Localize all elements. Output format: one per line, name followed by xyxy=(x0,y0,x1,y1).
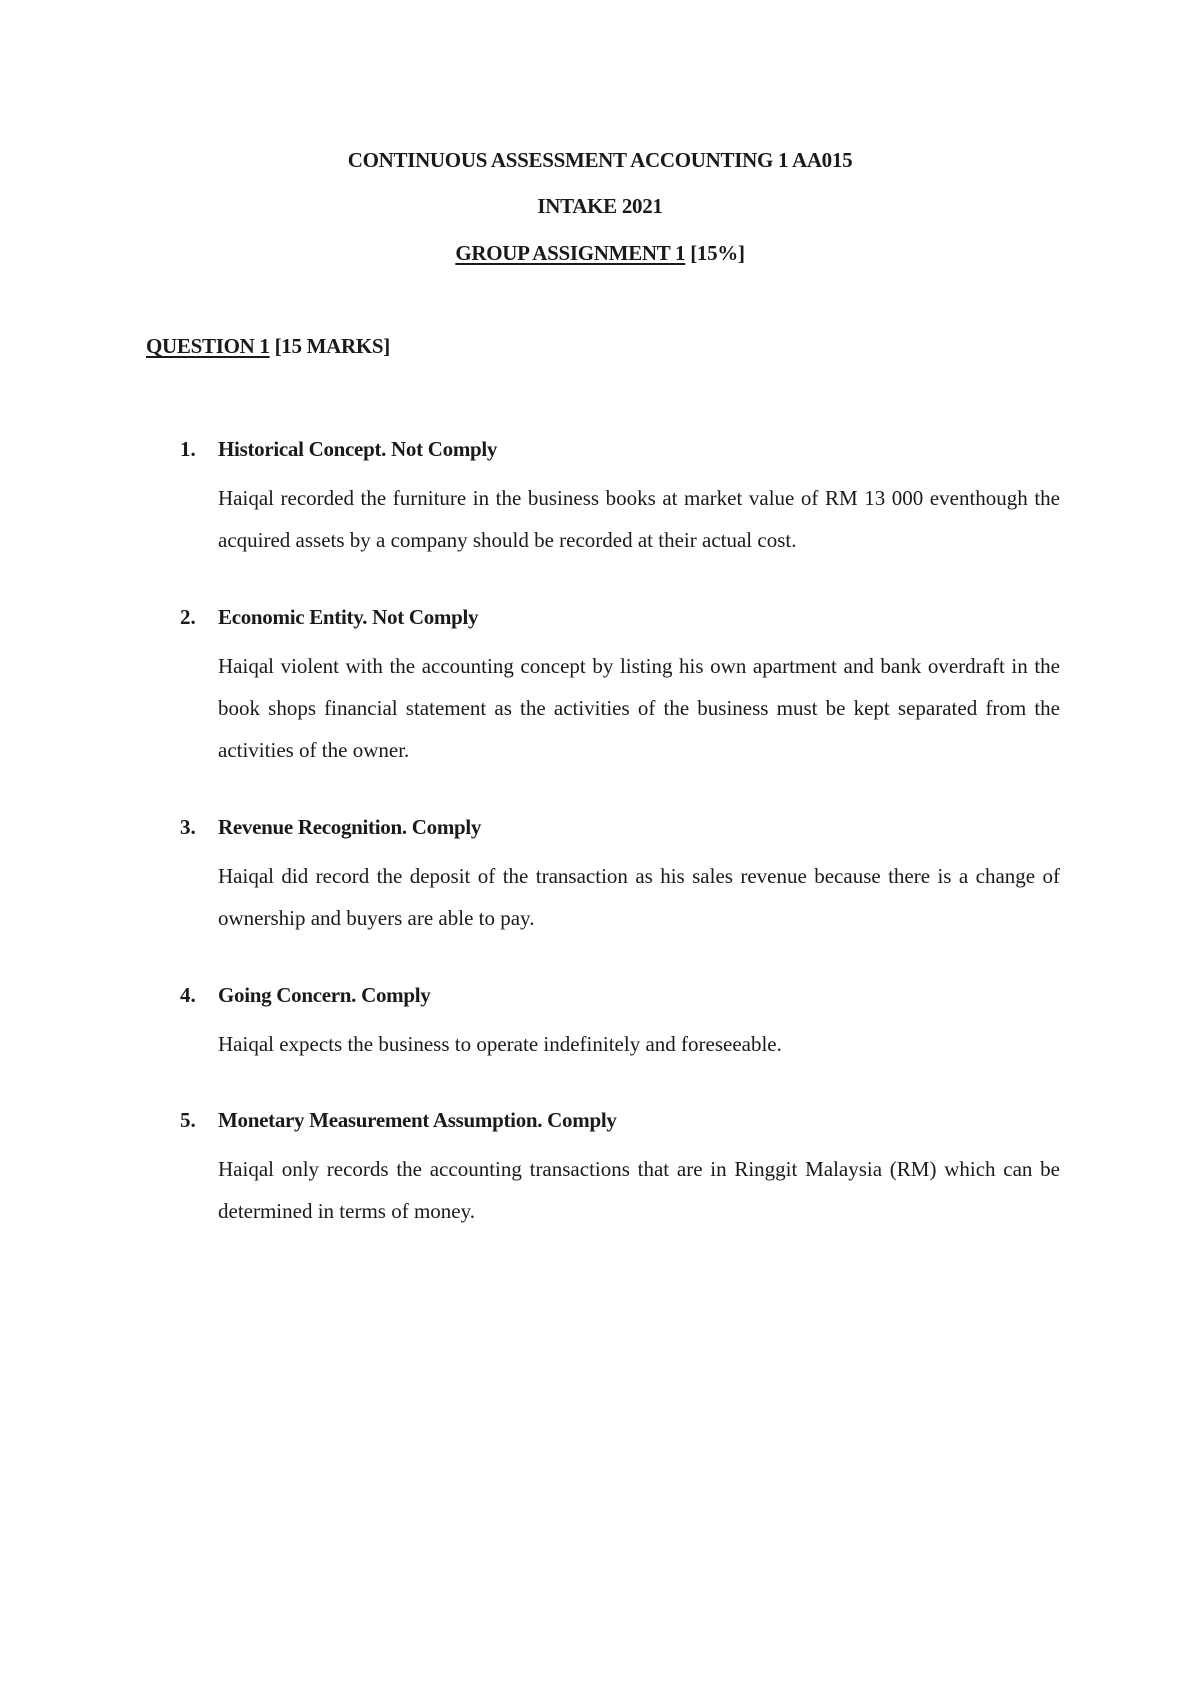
assignment-title: GROUP ASSIGNMENT 1 xyxy=(455,241,686,265)
item-body: Haiqal did record the deposit of the transaction as his sales revenue because there is a change of ownership and buyers are able to pay. xyxy=(218,864,1060,930)
item-body: Haiqal expects the business to operate indefinitely and foreseeable. xyxy=(218,1032,782,1056)
item-body: Haiqal recorded the furniture in the business books at market value of RM 13 000 eventhough the acquired assets by a company should be recorded at their actual cost. xyxy=(218,486,1060,552)
assignment-line xyxy=(0,241,1200,266)
item-number: 5. xyxy=(180,1108,196,1132)
question-heading xyxy=(146,334,390,359)
question-label: QUESTION 1 xyxy=(146,334,270,358)
item-title: Economic Entity. Not Comply xyxy=(218,605,479,629)
item-number: 4. xyxy=(180,983,196,1007)
item-title: Going Concern. Comply xyxy=(218,983,431,1007)
item-title: Revenue Recognition. Comply xyxy=(218,815,482,839)
item-number: 1. xyxy=(180,437,196,461)
assignment-weight: [15%] xyxy=(685,241,745,265)
item-title: Historical Concept. Not Comply xyxy=(218,437,498,461)
intake-line: INTAKE 2021 xyxy=(537,194,663,218)
item-title: Monetary Measurement Assumption. Comply xyxy=(218,1108,617,1132)
item-body: Haiqal only records the accounting transactions that are in Ringgit Malaysia (RM) which can be determined in terms of money. xyxy=(218,1157,1060,1223)
item-body: Haiqal violent with the accounting concept by listing his own apartment and bank overdraft in the book shops financial statement as the activities of the business must be kept separated from the activities of the owner. xyxy=(218,654,1060,762)
item-number: 2. xyxy=(180,605,196,629)
item-number: 3. xyxy=(180,815,196,839)
question-marks: [15 MARKS] xyxy=(269,334,390,358)
document-title: CONTINUOUS ASSESSMENT ACCOUNTING 1 AA015 xyxy=(347,148,853,172)
